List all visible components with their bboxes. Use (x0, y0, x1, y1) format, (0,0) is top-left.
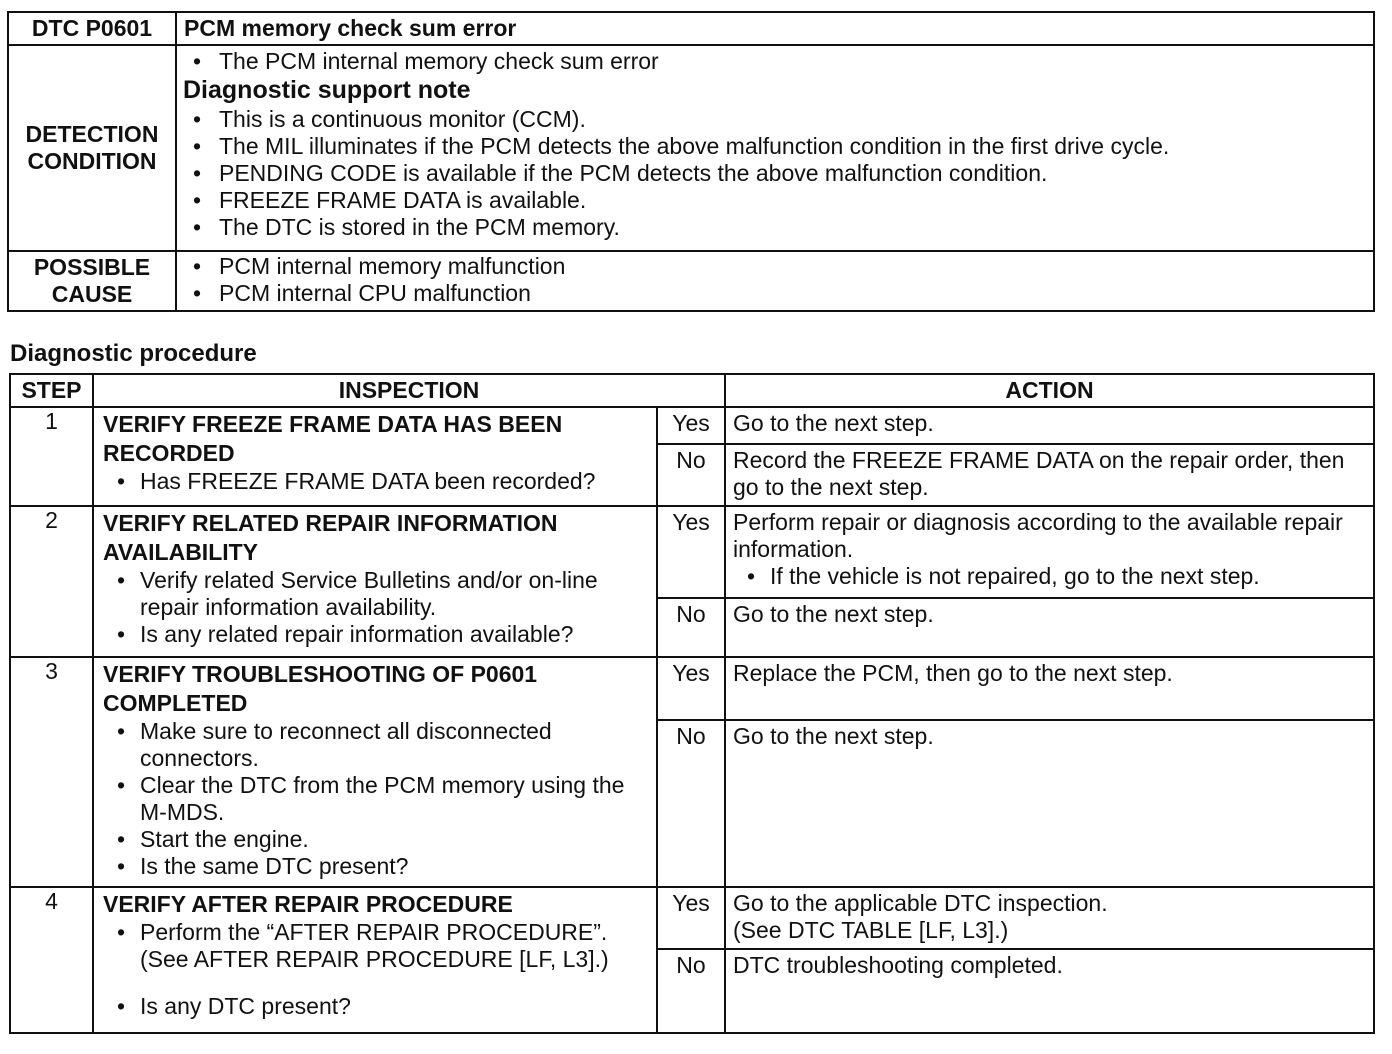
inspection-list (103, 567, 656, 648)
spacer (103, 973, 656, 993)
step-number: 4 (10, 887, 93, 1033)
inspection-list (103, 919, 656, 993)
step-number: 3 (10, 657, 93, 887)
yes-action: Go to the applicable DTC inspection. (See DTC TABLE [LF, L3].) (725, 887, 1374, 949)
step-inspection: VERIFY RELATED REPAIR INFORMATION AVAILABILITY • Verify related Service Bulletins and/or on-line repair information availability. • Is any related repair information available? (93, 506, 657, 657)
header-row (10, 374, 1374, 407)
list-item: • Make sure to reconnect all disconnected connectors. (103, 718, 656, 772)
section-title: Diagnostic procedure (10, 340, 257, 367)
table-row (10, 887, 1374, 949)
list-item: • Is the same DTC present? (103, 853, 656, 880)
cause-list (177, 253, 1373, 307)
inspection-list (103, 468, 656, 495)
list-item: • PCM internal memory malfunction (177, 253, 1373, 280)
no-action: DTC troubleshooting completed. (725, 949, 1374, 1033)
list-item: • Perform the “AFTER REPAIR PROCEDURE”. (See AFTER REPAIR PROCEDURE [LF, L3].) (103, 919, 656, 973)
detection-list (177, 48, 1373, 75)
list-item: • The PCM internal memory check sum error (177, 48, 1373, 75)
action-list (733, 563, 1367, 590)
no-action: Record the FREEZE FRAME DATA on the repair order, then go to the next step. (725, 444, 1374, 506)
diagnostic-procedure-table (9, 373, 1375, 1034)
list-item: • If the vehicle is not repaired, go to the next step. (733, 563, 1367, 590)
yes-label: Yes (657, 657, 725, 720)
list-item: • PCM internal CPU malfunction (177, 280, 1373, 307)
list-item: • PENDING CODE is available if the PCM detects the above malfunction condition. (177, 160, 1373, 187)
detection-condition-label: DETECTION CONDITION (8, 45, 176, 251)
no-label: No (657, 598, 725, 657)
step-inspection: VERIFY FREEZE FRAME DATA HAS BEEN RECORDED • Has FREEZE FRAME DATA been recorded? (93, 407, 657, 506)
dtc-code: DTC P0601 (8, 12, 176, 45)
dtc-header-row (8, 12, 1374, 45)
list-item: • The MIL illuminates if the PCM detects the above malfunction condition in the first drive cycle. (177, 133, 1373, 160)
list-item: • Is any DTC present? (103, 993, 656, 1020)
table-row (10, 407, 1374, 444)
support-note-title: Diagnostic support note (183, 76, 471, 104)
no-label: No (657, 444, 725, 506)
yes-label: Yes (657, 887, 725, 949)
possible-cause-content (176, 251, 1374, 311)
inspection-list (103, 718, 656, 880)
possible-cause-label: POSSIBLE CAUSE (8, 251, 176, 311)
step-inspection: VERIFY TROUBLESHOOTING OF P0601 COMPLETED • Make sure to reconnect all disconnected connectors. • Clear the DTC from the PCM memory using the M-MDS. • Start the engine. • Is the same DTC present? (93, 657, 657, 887)
no-label: No (657, 720, 725, 887)
detection-condition-content (176, 45, 1374, 251)
yes-action: Go to the next step. (725, 407, 1374, 444)
yes-action: Perform repair or diagnosis according to the available repair information. • If the vehicle is not repaired, go to the next step. (725, 506, 1374, 598)
inspection-list (103, 993, 656, 1020)
yes-label: Yes (657, 407, 725, 444)
list-item: • This is a continuous monitor (CCM). (177, 106, 1373, 133)
header-action: ACTION (725, 374, 1374, 407)
dtc-title: PCM memory check sum error (176, 12, 1374, 45)
dtc-info-table (7, 11, 1375, 312)
yes-label: Yes (657, 506, 725, 598)
table-row (10, 506, 1374, 598)
possible-cause-row (8, 251, 1374, 311)
table-row (10, 657, 1374, 720)
list-item: • Clear the DTC from the PCM memory using the M-MDS. (103, 772, 656, 826)
step-number: 1 (10, 407, 93, 506)
support-note-list (177, 106, 1373, 241)
list-item: • The DTC is stored in the PCM memory. (177, 214, 1373, 241)
no-action: Go to the next step. (725, 598, 1374, 657)
list-item: • FREEZE FRAME DATA is available. (177, 187, 1373, 214)
yes-action: Replace the PCM, then go to the next step. (725, 657, 1374, 720)
header-step: STEP (10, 374, 93, 407)
list-item: • Has FREEZE FRAME DATA been recorded? (103, 468, 656, 495)
detection-condition-row (8, 45, 1374, 251)
step-inspection: VERIFY AFTER REPAIR PROCEDURE • Perform the “AFTER REPAIR PROCEDURE”. (See AFTER REPAIR PROCEDURE [LF, L3].) • Is any DTC present? (93, 887, 657, 1033)
no-label: No (657, 949, 725, 1033)
list-item: • Verify related Service Bulletins and/or on-line repair information availability. (103, 567, 656, 621)
list-item: • Start the engine. (103, 826, 656, 853)
list-item: • Is any related repair information available? (103, 621, 656, 648)
header-inspection: INSPECTION (93, 374, 725, 407)
no-action: Go to the next step. (725, 720, 1374, 887)
step-number: 2 (10, 506, 93, 657)
